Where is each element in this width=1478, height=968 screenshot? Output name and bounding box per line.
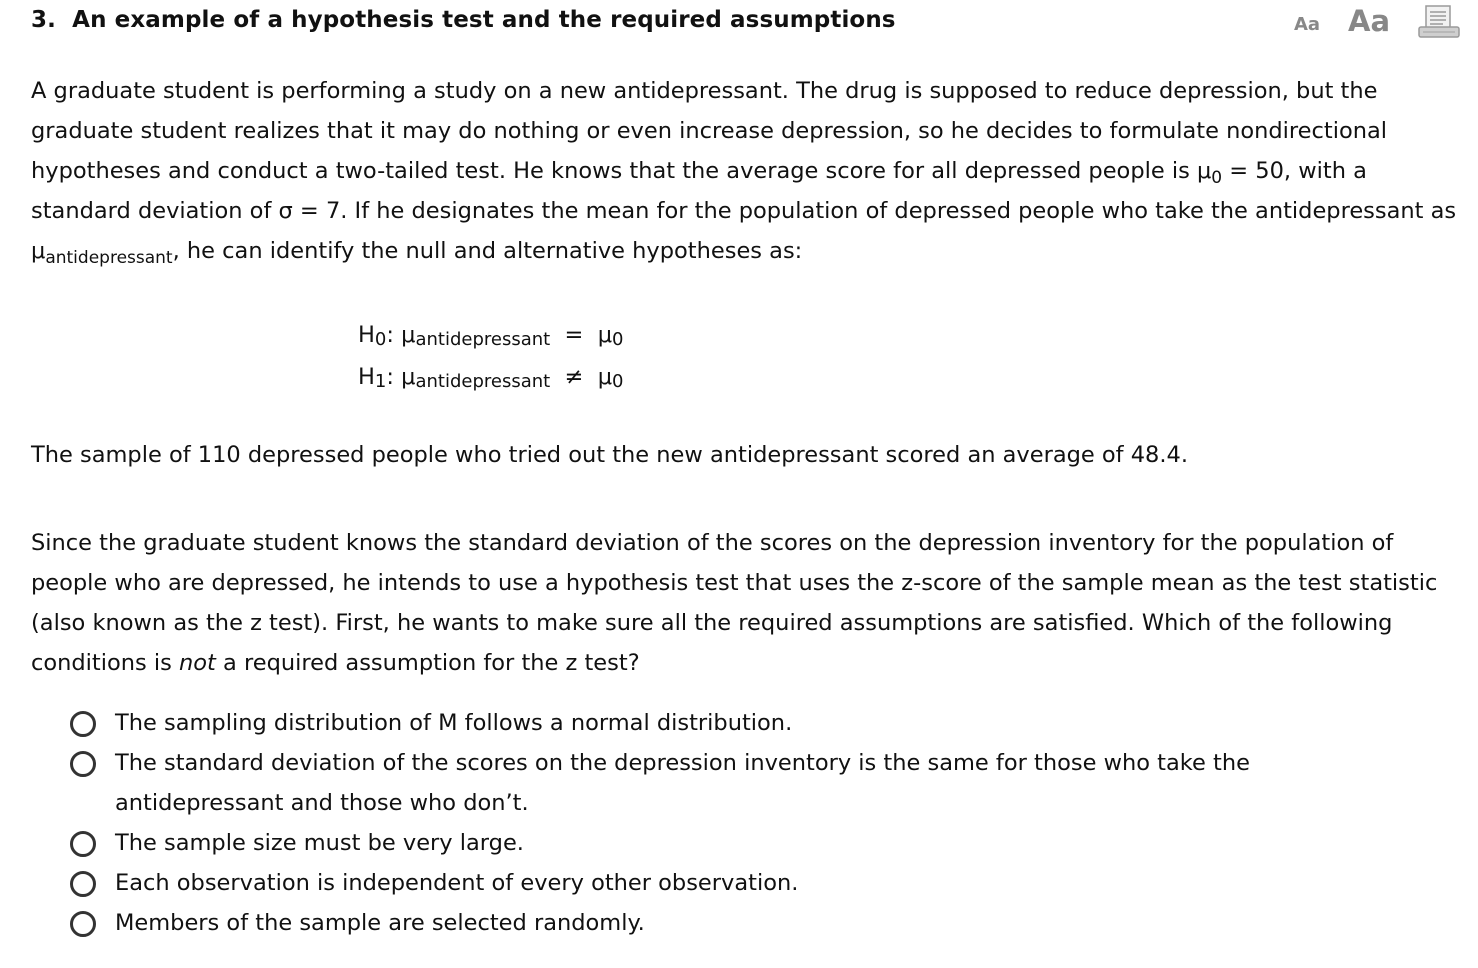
not-equals-sign: ≠	[564, 364, 584, 390]
sample-result: The sample of 110 depressed people who tried out the new antidepressant scored an average of 48.4.	[31, 442, 1188, 468]
alternative-hypothesis	[358, 356, 623, 398]
intro-text-2: = 50, with a standard deviation of σ = 7. If he designates the mean for the population of depressed people who take the antidepressant as	[31, 158, 1457, 224]
h-letter: H	[358, 322, 375, 348]
mu-antidepressant-subscript: antidepressant	[45, 248, 173, 268]
radio-button[interactable]	[70, 751, 96, 777]
zero-subscript: 0	[612, 371, 624, 392]
option-label: The sampling distribution of M follows a normal distribution.	[115, 710, 793, 736]
large-text-button[interactable]: Aa	[1348, 4, 1391, 38]
question-number: 3.	[31, 7, 56, 33]
answer-option[interactable]	[70, 823, 1370, 863]
radio-button[interactable]	[70, 831, 96, 857]
option-label: Members of the sample are selected randomly.	[115, 910, 645, 936]
answer-option[interactable]	[70, 743, 1370, 823]
colon: :	[386, 322, 394, 348]
intro-paragraph	[31, 71, 1471, 271]
mu-symbol: μ	[597, 364, 613, 390]
alt-subscript: 1	[374, 371, 387, 392]
small-text-button[interactable]: Aa	[1294, 14, 1321, 35]
question-text-2: a required assumption for the z test?	[215, 650, 640, 676]
question-title-text: An example of a hypothesis test and the required assumptions	[72, 7, 896, 33]
colon: :	[386, 364, 394, 390]
intro-text-1: A graduate student is performing a study on a new antidepressant. The drug is supposed to reduce depression, but the graduate student realizes that it may do nothing or even increase depression, so he decides to formulate nondirectional hypotheses and conduct a two-tailed test. He knows that the average score for all depressed people is	[31, 78, 1388, 184]
mu-symbol: μ	[31, 238, 46, 264]
null-subscript: 0	[374, 329, 387, 350]
group-subscript: antidepressant	[415, 371, 551, 392]
radio-button[interactable]	[70, 871, 96, 897]
radio-button[interactable]	[70, 911, 96, 937]
intro-text-3: , he can identify the null and alternative hypotheses as:	[172, 238, 803, 264]
answer-option[interactable]	[70, 703, 1370, 743]
answer-option[interactable]	[70, 863, 1370, 903]
question-text	[31, 523, 1471, 683]
option-label: Each observation is independent of every other observation.	[115, 870, 799, 896]
answer-option[interactable]	[70, 903, 1370, 943]
mu-subscript: 0	[1211, 168, 1223, 188]
null-hypothesis	[358, 314, 623, 356]
radio-button[interactable]	[70, 711, 96, 737]
print-icon[interactable]	[1417, 5, 1461, 39]
group-subscript: antidepressant	[415, 329, 551, 350]
print-icon-graphic	[1417, 5, 1461, 39]
option-label: The standard deviation of the scores on the depression inventory is the same for those who take the antidepressant and those who don’t.	[115, 750, 1250, 816]
mu-symbol: μ	[401, 364, 416, 390]
question-text-1: Since the graduate student knows the standard deviation of the scores on the depression inventory for the population of people who are depressed, he intends to use a hypothesis test that uses the z-score of the sample mean as the test statistic (also known as the z test). First, he wants to make sure all the required assumptions are satisfied. Which of the following conditions is	[31, 530, 1438, 676]
question-title	[31, 4, 896, 36]
question-emphasis: not	[179, 650, 216, 676]
mu-symbol: μ	[401, 322, 416, 348]
h-letter: H	[358, 364, 375, 390]
zero-subscript: 0	[612, 329, 624, 350]
mu-symbol: μ	[597, 322, 613, 348]
answer-options	[70, 703, 1370, 943]
equals-sign: =	[564, 322, 584, 348]
mu-symbol: μ	[1196, 158, 1212, 184]
option-label: The sample size must be very large.	[115, 830, 524, 856]
